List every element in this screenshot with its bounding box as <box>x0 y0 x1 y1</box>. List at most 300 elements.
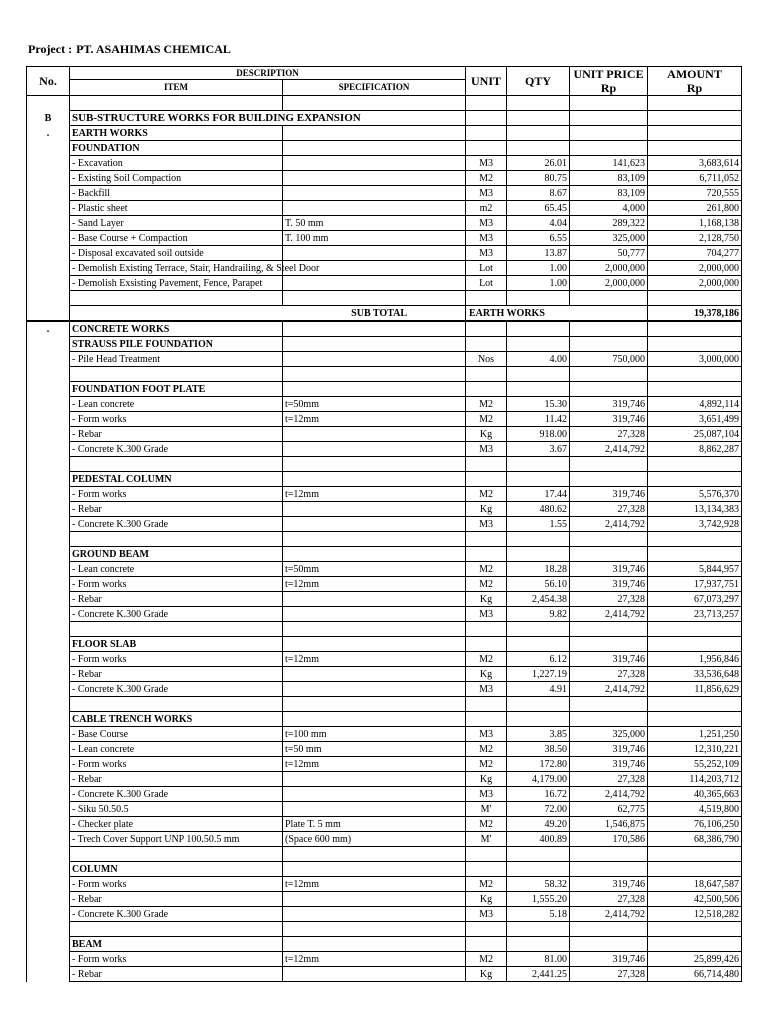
group-heading: BEAM <box>70 937 283 952</box>
blank-row <box>27 922 742 937</box>
col-header-unit-price <box>570 67 648 96</box>
row-no-cell <box>27 231 70 246</box>
item-unit <box>466 367 507 382</box>
item-description: - Backfill <box>70 186 283 201</box>
item-qty: 80.75 <box>507 171 570 186</box>
subtotal-row <box>27 306 742 322</box>
item-description: - Rebar <box>70 772 283 787</box>
item-amount <box>648 111 742 126</box>
item-specification <box>283 427 466 442</box>
item-specification <box>283 291 466 306</box>
item-description: - Siku 50.50.5 <box>70 802 283 817</box>
item-unit: M3 <box>466 246 507 261</box>
item-amount <box>648 457 742 472</box>
item-unit-price: 27,328 <box>570 667 648 682</box>
group-heading-row <box>27 382 742 397</box>
section-title: SUB-STRUCTURE WORKS FOR BUILDING EXPANSION <box>70 111 466 126</box>
table-row <box>27 201 742 216</box>
item-amount: 23,713,257 <box>648 607 742 622</box>
item-amount <box>648 382 742 397</box>
item-description <box>70 922 283 937</box>
item-qty <box>507 937 570 952</box>
item-unit: M2 <box>466 171 507 186</box>
item-amount: 261,800 <box>648 201 742 216</box>
item-unit-price <box>570 367 648 382</box>
row-no-cell <box>27 877 70 892</box>
item-amount: 3,742,928 <box>648 517 742 532</box>
group-heading: FLOOR SLAB <box>70 637 283 652</box>
row-no-cell: . <box>27 321 70 337</box>
item-amount: 66,714,480 <box>648 967 742 982</box>
row-no-cell <box>27 967 70 982</box>
item-specification: t=50mm <box>283 397 466 412</box>
item-qty: 72.00 <box>507 802 570 817</box>
item-qty <box>507 457 570 472</box>
group-heading: GROUND BEAM <box>70 547 283 562</box>
item-specification <box>283 922 466 937</box>
group-heading-row <box>27 321 742 337</box>
bill-of-quantities-table <box>26 66 742 982</box>
item-specification <box>283 472 466 487</box>
item-amount: 720,555 <box>648 186 742 201</box>
table-row <box>27 802 742 817</box>
item-specification <box>283 607 466 622</box>
row-no-cell <box>27 397 70 412</box>
item-unit <box>466 697 507 712</box>
table-row <box>27 607 742 622</box>
group-heading-row <box>27 712 742 727</box>
item-specification <box>283 502 466 517</box>
row-no-cell <box>27 517 70 532</box>
item-qty: 918.00 <box>507 427 570 442</box>
item-unit-price: 83,109 <box>570 171 648 186</box>
item-amount <box>648 712 742 727</box>
item-qty: 4.00 <box>507 352 570 367</box>
item-specification: t=12mm <box>283 877 466 892</box>
item-unit: M2 <box>466 952 507 967</box>
item-unit <box>466 922 507 937</box>
item-unit: M2 <box>466 577 507 592</box>
item-unit: M2 <box>466 652 507 667</box>
item-unit-price <box>570 96 648 111</box>
item-amount: 5,576,370 <box>648 487 742 502</box>
item-unit-price: 750,000 <box>570 352 648 367</box>
item-description: - Pile Head Treatment <box>70 352 283 367</box>
item-qty <box>507 337 570 352</box>
item-unit: M2 <box>466 397 507 412</box>
group-heading: STRAUSS PILE FOUNDATION <box>70 337 283 352</box>
item-qty: 172.80 <box>507 757 570 772</box>
amount-label: AMOUNT <box>667 67 722 81</box>
table-row <box>27 967 742 982</box>
subtotal-label: SUB TOTAL <box>70 306 466 322</box>
table-row <box>27 276 742 291</box>
item-qty <box>507 622 570 637</box>
item-amount <box>648 367 742 382</box>
item-amount <box>648 847 742 862</box>
item-qty: 17.44 <box>507 487 570 502</box>
item-description: - Lean concrete <box>70 397 283 412</box>
item-unit: M2 <box>466 562 507 577</box>
item-specification <box>283 382 466 397</box>
item-amount: 25,899,426 <box>648 952 742 967</box>
item-unit-price: 2,414,792 <box>570 682 648 697</box>
item-qty: 49.20 <box>507 817 570 832</box>
item-amount: 17,937,751 <box>648 577 742 592</box>
row-no-cell <box>27 682 70 697</box>
item-unit-price <box>570 547 648 562</box>
table-row <box>27 186 742 201</box>
row-no-cell <box>27 742 70 757</box>
item-specification <box>283 96 466 111</box>
item-amount: 4,519,800 <box>648 802 742 817</box>
item-amount <box>648 637 742 652</box>
subtotal-amount: 19,378,186 <box>648 306 742 322</box>
item-specification <box>283 712 466 727</box>
group-heading-row <box>27 472 742 487</box>
row-no-cell <box>27 817 70 832</box>
table-row <box>27 577 742 592</box>
item-qty: 5.18 <box>507 907 570 922</box>
row-no-cell <box>27 261 70 276</box>
item-description: - Demolish Exsisting Pavement, Fence, Parapet <box>70 276 283 291</box>
item-qty: 3.85 <box>507 727 570 742</box>
item-specification <box>283 517 466 532</box>
blank-row <box>27 697 742 712</box>
item-unit <box>466 622 507 637</box>
item-unit-price: 27,328 <box>570 967 648 982</box>
item-specification <box>283 547 466 562</box>
item-description: - Rebar <box>70 667 283 682</box>
table-row <box>27 592 742 607</box>
item-qty: 13.87 <box>507 246 570 261</box>
row-no-cell <box>27 592 70 607</box>
table-body <box>27 96 742 982</box>
item-specification <box>283 892 466 907</box>
blank-row <box>27 367 742 382</box>
row-no-cell <box>27 772 70 787</box>
item-unit <box>466 141 507 156</box>
item-unit-price: 83,109 <box>570 186 648 201</box>
item-unit-price: 27,328 <box>570 892 648 907</box>
item-unit: M3 <box>466 186 507 201</box>
item-unit-price: 27,328 <box>570 502 648 517</box>
item-specification <box>283 442 466 457</box>
item-amount <box>648 922 742 937</box>
item-unit: M3 <box>466 216 507 231</box>
item-unit-price: 319,746 <box>570 652 648 667</box>
row-no-cell <box>27 802 70 817</box>
item-unit-price <box>570 141 648 156</box>
row-no-cell <box>27 156 70 171</box>
row-no-cell <box>27 412 70 427</box>
row-no-cell <box>27 457 70 472</box>
item-amount: 40,365,663 <box>648 787 742 802</box>
table-row <box>27 397 742 412</box>
item-specification <box>283 772 466 787</box>
group-heading-row <box>27 141 742 156</box>
row-no-cell <box>27 201 70 216</box>
row-no-cell <box>27 937 70 952</box>
item-specification <box>283 141 466 156</box>
item-unit <box>466 862 507 877</box>
group-heading: CONCRETE WORKS <box>70 321 283 337</box>
item-unit: Kg <box>466 427 507 442</box>
item-unit <box>466 937 507 952</box>
row-no-cell <box>27 382 70 397</box>
item-unit-price <box>570 622 648 637</box>
row-no-cell <box>27 832 70 847</box>
row-no-cell <box>27 637 70 652</box>
item-unit: Lot <box>466 261 507 276</box>
item-qty: 11.42 <box>507 412 570 427</box>
item-unit-price <box>570 847 648 862</box>
item-description <box>70 532 283 547</box>
row-no-cell <box>27 667 70 682</box>
item-unit-price <box>570 291 648 306</box>
item-qty: 58.32 <box>507 877 570 892</box>
item-description: - Base Course <box>70 727 283 742</box>
item-specification: T. 100 mm <box>283 231 466 246</box>
group-heading-row <box>27 126 742 141</box>
item-unit: M2 <box>466 877 507 892</box>
item-specification <box>283 367 466 382</box>
item-unit: Kg <box>466 502 507 517</box>
item-unit-price: 141,623 <box>570 156 648 171</box>
row-no-cell <box>27 907 70 922</box>
item-description: - Sand Layer <box>70 216 283 231</box>
item-specification <box>283 246 466 261</box>
table-row <box>27 231 742 246</box>
row-no-cell <box>27 427 70 442</box>
item-unit-price: 27,328 <box>570 427 648 442</box>
row-no-cell <box>27 306 70 322</box>
item-amount: 42,500,506 <box>648 892 742 907</box>
item-qty: 3.67 <box>507 442 570 457</box>
table-row <box>27 952 742 967</box>
item-specification: T. 50 mm <box>283 216 466 231</box>
item-specification: t=12mm <box>283 487 466 502</box>
item-unit <box>466 457 507 472</box>
row-no-cell <box>27 607 70 622</box>
item-unit: M2 <box>466 487 507 502</box>
header-row-top <box>27 67 742 80</box>
item-unit-price: 325,000 <box>570 231 648 246</box>
item-unit <box>466 291 507 306</box>
project-label: Project : <box>28 42 73 56</box>
item-description: - Form works <box>70 952 283 967</box>
item-qty: 6.12 <box>507 652 570 667</box>
item-unit: Nos <box>466 352 507 367</box>
item-description: - Concrete K.300 Grade <box>70 787 283 802</box>
item-unit <box>466 111 507 126</box>
amount-currency: Rp <box>686 81 703 95</box>
item-amount: 3,000,000 <box>648 352 742 367</box>
table-row <box>27 757 742 772</box>
item-specification <box>283 592 466 607</box>
item-description: - Form works <box>70 487 283 502</box>
table-row <box>27 412 742 427</box>
project-title <box>28 42 231 57</box>
item-unit-price: 50,777 <box>570 246 648 261</box>
item-specification <box>283 637 466 652</box>
row-no-cell <box>27 171 70 186</box>
item-amount: 33,536,648 <box>648 667 742 682</box>
item-amount <box>648 96 742 111</box>
item-amount: 55,252,109 <box>648 757 742 772</box>
item-description: - Existing Soil Compaction <box>70 171 283 186</box>
group-heading: CABLE TRENCH WORKS <box>70 712 283 727</box>
row-no-cell <box>27 652 70 667</box>
row-no-cell <box>27 787 70 802</box>
item-specification <box>283 532 466 547</box>
item-specification <box>283 697 466 712</box>
item-unit: Kg <box>466 892 507 907</box>
item-amount <box>648 472 742 487</box>
item-unit-price: 27,328 <box>570 592 648 607</box>
item-unit-price: 2,414,792 <box>570 907 648 922</box>
blank-row <box>27 847 742 862</box>
item-unit <box>466 321 507 337</box>
item-unit <box>466 337 507 352</box>
row-no-cell <box>27 727 70 742</box>
item-unit-price: 2,414,792 <box>570 787 648 802</box>
item-qty: 18.28 <box>507 562 570 577</box>
table-row <box>27 216 742 231</box>
table-row <box>27 787 742 802</box>
row-no-cell <box>27 712 70 727</box>
blank-row <box>27 532 742 547</box>
row-no-cell <box>27 337 70 352</box>
item-qty <box>507 111 570 126</box>
item-description <box>70 367 283 382</box>
item-specification: t=12mm <box>283 952 466 967</box>
item-amount: 6,711,052 <box>648 171 742 186</box>
item-unit <box>466 532 507 547</box>
item-qty <box>507 862 570 877</box>
item-amount: 2,000,000 <box>648 276 742 291</box>
item-unit: M' <box>466 802 507 817</box>
item-unit: M3 <box>466 517 507 532</box>
item-qty <box>507 472 570 487</box>
item-amount: 3,651,499 <box>648 412 742 427</box>
item-unit-price: 4,000 <box>570 201 648 216</box>
item-qty <box>507 382 570 397</box>
item-qty <box>507 547 570 562</box>
col-header-no: No. <box>27 67 70 96</box>
item-unit-price: 27,328 <box>570 772 648 787</box>
item-specification <box>283 352 466 367</box>
table-row <box>27 682 742 697</box>
section-row <box>27 111 742 126</box>
item-qty <box>507 697 570 712</box>
item-unit-price: 170,586 <box>570 832 648 847</box>
item-unit-price: 319,746 <box>570 757 648 772</box>
row-no-cell <box>27 532 70 547</box>
row-no-cell <box>27 622 70 637</box>
item-amount: 3,683,614 <box>648 156 742 171</box>
item-description: - Concrete K.300 Grade <box>70 517 283 532</box>
group-heading-row <box>27 862 742 877</box>
item-unit <box>466 637 507 652</box>
item-unit-price: 2,000,000 <box>570 261 648 276</box>
item-unit-price: 319,746 <box>570 487 648 502</box>
row-no-cell <box>27 472 70 487</box>
item-unit-price <box>570 321 648 337</box>
col-header-qty: QTY <box>507 67 570 96</box>
row-no-cell <box>27 276 70 291</box>
col-header-description: DESCRIPTION <box>70 67 466 80</box>
item-amount: 8,862,287 <box>648 442 742 457</box>
item-description: - Demolish Existing Terrace, Stair, Handrailing, & Steel Door <box>70 261 283 276</box>
item-specification <box>283 156 466 171</box>
item-unit: M2 <box>466 742 507 757</box>
item-amount: 1,956,846 <box>648 652 742 667</box>
item-unit-price: 319,746 <box>570 412 648 427</box>
item-specification <box>283 457 466 472</box>
item-specification <box>283 802 466 817</box>
item-amount: 12,310,221 <box>648 742 742 757</box>
row-no-cell <box>27 952 70 967</box>
item-description: - Checker plate <box>70 817 283 832</box>
item-unit <box>466 547 507 562</box>
item-qty: 6.55 <box>507 231 570 246</box>
item-unit: Kg <box>466 667 507 682</box>
item-qty <box>507 367 570 382</box>
item-unit-price <box>570 337 648 352</box>
item-amount: 1,168,138 <box>648 216 742 231</box>
col-header-item: ITEM <box>70 80 283 96</box>
item-qty: 16.72 <box>507 787 570 802</box>
item-amount: 11,856,629 <box>648 682 742 697</box>
item-description: - Lean concrete <box>70 742 283 757</box>
item-specification: t=100 mm <box>283 727 466 742</box>
item-specification <box>283 862 466 877</box>
item-amount: 13,134,383 <box>648 502 742 517</box>
item-description <box>70 96 283 111</box>
item-qty: 56.10 <box>507 577 570 592</box>
item-qty: 2,454.38 <box>507 592 570 607</box>
group-heading-row <box>27 547 742 562</box>
item-description <box>70 291 283 306</box>
item-unit-price: 319,746 <box>570 397 648 412</box>
group-heading: EARTH WORKS <box>70 126 283 141</box>
item-unit <box>466 712 507 727</box>
item-qty <box>507 126 570 141</box>
table-row <box>27 772 742 787</box>
item-description: - Rebar <box>70 427 283 442</box>
item-specification: t=12mm <box>283 412 466 427</box>
group-heading-row <box>27 937 742 952</box>
item-specification <box>283 337 466 352</box>
item-specification: t=12mm <box>283 577 466 592</box>
item-unit: Kg <box>466 772 507 787</box>
item-unit <box>466 126 507 141</box>
table-row <box>27 502 742 517</box>
col-header-amount <box>648 67 742 96</box>
item-description: - Concrete K.300 Grade <box>70 682 283 697</box>
item-amount <box>648 141 742 156</box>
row-no-cell <box>27 697 70 712</box>
item-qty: 4,179.00 <box>507 772 570 787</box>
item-specification <box>283 321 466 337</box>
item-amount: 67,073,297 <box>648 592 742 607</box>
item-unit <box>466 847 507 862</box>
item-qty: 15.30 <box>507 397 570 412</box>
item-unit-price: 289,322 <box>570 216 648 231</box>
item-unit-price: 319,746 <box>570 562 648 577</box>
item-description: - Concrete K.300 Grade <box>70 442 283 457</box>
